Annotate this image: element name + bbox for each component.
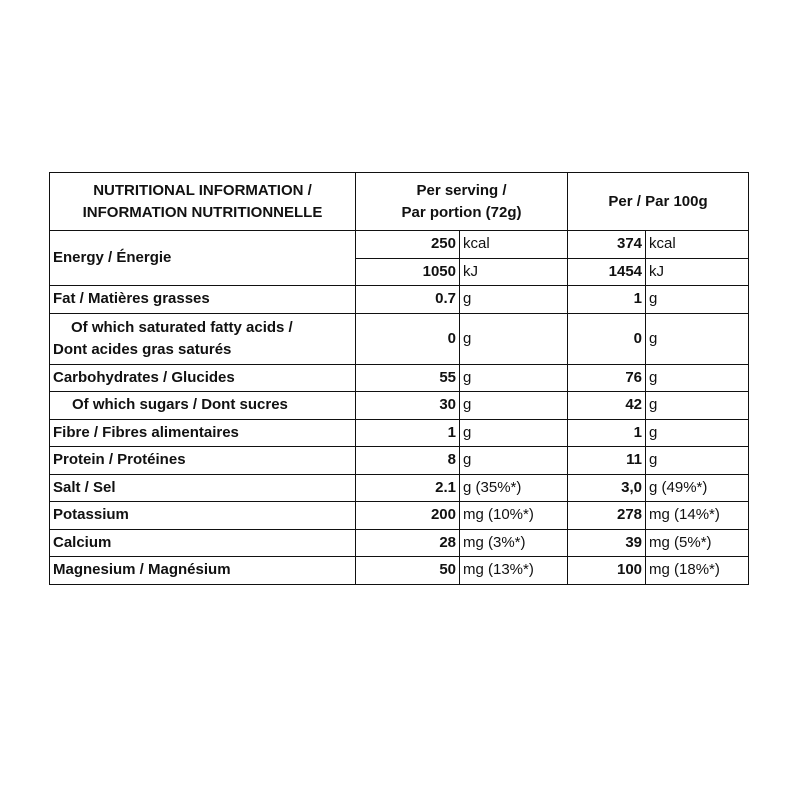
table-row-saturated-fat	[50, 313, 749, 364]
energy-kcal-serving: 250	[356, 231, 460, 259]
serving-value: 28	[356, 529, 460, 557]
serving-value: 0	[356, 313, 460, 364]
energy-kj-serving-unit: kJ	[460, 258, 568, 286]
per100-value: 1	[568, 286, 646, 314]
header-col2-line2: Par portion (72g)	[401, 203, 522, 221]
serving-value: 30	[356, 392, 460, 420]
serving-value: 2.1	[356, 474, 460, 502]
row-label: Protein / Protéines	[50, 447, 356, 475]
serving-value: 1	[356, 419, 460, 447]
energy-kcal-per100-unit: kcal	[646, 231, 749, 259]
per100-value: 42	[568, 392, 646, 420]
per100-value: 76	[568, 364, 646, 392]
header-per-serving	[356, 173, 568, 231]
row-label: Magnesium / Magnésium	[50, 557, 356, 585]
per100-unit: g	[646, 447, 749, 475]
table-header-row	[50, 173, 749, 231]
row-label: Fibre / Fibres alimentaires	[50, 419, 356, 447]
header-col2-line1: Per serving /	[416, 181, 507, 199]
header-nutritional-information	[50, 173, 356, 231]
per100-unit: g	[646, 419, 749, 447]
row-label: Of which sugars / Dont sucres	[50, 392, 356, 420]
per100-unit: g	[646, 392, 749, 420]
serving-value: 50	[356, 557, 460, 585]
energy-kj-per100: 1454	[568, 258, 646, 286]
energy-label: Energy / Énergie	[50, 231, 356, 286]
per100-value: 0	[568, 313, 646, 364]
serving-unit: mg (13%*)	[460, 557, 568, 585]
row-label-line1: Of which saturated fatty acids /	[71, 318, 293, 336]
nutrition-table	[49, 172, 749, 585]
per100-value: 3,0	[568, 474, 646, 502]
row-label-line2: Dont acides gras saturés	[53, 340, 232, 358]
serving-value: 200	[356, 502, 460, 530]
row-label: Carbohydrates / Glucides	[50, 364, 356, 392]
energy-kcal-serving-unit: kcal	[460, 231, 568, 259]
table-row-sugars	[50, 392, 749, 420]
energy-kcal-per100: 374	[568, 231, 646, 259]
row-label: Calcium	[50, 529, 356, 557]
serving-unit: g	[460, 392, 568, 420]
row-label: Salt / Sel	[50, 474, 356, 502]
per100-unit: mg (14%*)	[646, 502, 749, 530]
per100-value: 39	[568, 529, 646, 557]
table-row-magnesium	[50, 557, 749, 585]
serving-unit: g	[460, 364, 568, 392]
row-label: Fat / Matières grasses	[50, 286, 356, 314]
serving-value: 0.7	[356, 286, 460, 314]
per100-value: 1	[568, 419, 646, 447]
per100-value: 11	[568, 447, 646, 475]
serving-unit: g	[460, 447, 568, 475]
header-col1-line1: NUTRITIONAL INFORMATION /	[93, 181, 312, 199]
per100-value: 100	[568, 557, 646, 585]
per100-unit: g	[646, 313, 749, 364]
table-row-fibre	[50, 419, 749, 447]
per100-unit: mg (18%*)	[646, 557, 749, 585]
serving-unit: g	[460, 419, 568, 447]
per100-unit: mg (5%*)	[646, 529, 749, 557]
per100-unit: g	[646, 286, 749, 314]
energy-kj-per100-unit: kJ	[646, 258, 749, 286]
serving-unit: g	[460, 286, 568, 314]
table-row-protein	[50, 447, 749, 475]
table-row-energy-kcal	[50, 231, 749, 259]
table-row-salt	[50, 474, 749, 502]
row-label: Potassium	[50, 502, 356, 530]
table-row-carbohydrates	[50, 364, 749, 392]
energy-kj-serving: 1050	[356, 258, 460, 286]
serving-unit: g (35%*)	[460, 474, 568, 502]
serving-unit: g	[460, 313, 568, 364]
serving-unit: mg (3%*)	[460, 529, 568, 557]
per100-value: 278	[568, 502, 646, 530]
serving-value: 55	[356, 364, 460, 392]
row-label	[50, 313, 356, 364]
table-row-calcium	[50, 529, 749, 557]
per100-unit: g	[646, 364, 749, 392]
per100-unit: g (49%*)	[646, 474, 749, 502]
table-row-fat	[50, 286, 749, 314]
table-row-potassium	[50, 502, 749, 530]
header-col1-line2: INFORMATION NUTRITIONNELLE	[82, 203, 323, 221]
serving-value: 8	[356, 447, 460, 475]
serving-unit: mg (10%*)	[460, 502, 568, 530]
header-per-100g: Per / Par 100g	[568, 173, 749, 231]
